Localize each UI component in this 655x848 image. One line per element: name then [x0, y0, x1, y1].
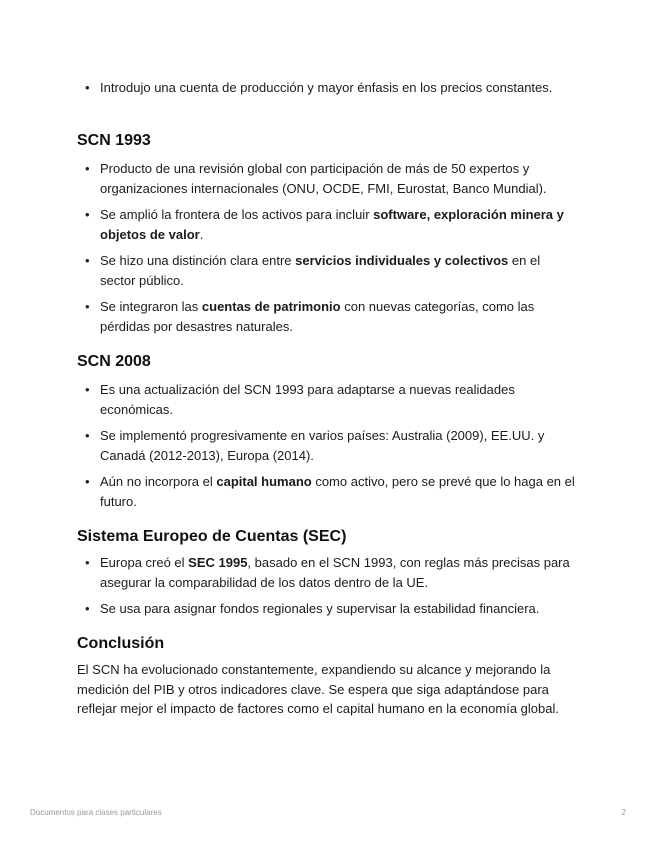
list-item: [77, 297, 577, 336]
conclusion-paragraph: El SCN ha evolucionado constantemente, expandiendo su alcance y mejorando la medición del PIB y otros indicadores clave. Se espera que siga adaptándose para reflejar mejor el impacto de factores como el capital humano en la economía global.: [77, 662, 559, 716]
scn-2008-list: [77, 380, 577, 518]
section-heading-scn-1993: SCN 1993: [77, 132, 151, 149]
list-item: [77, 159, 577, 198]
section-heading-scn-2008: SCN 2008: [77, 353, 151, 370]
footer-label: Documentos para clases particulares: [30, 808, 162, 817]
text-run: Producto de una revisión global con participación de más de 50 expertos y organizaciones internacionales (ONU, OCDE, FMI, Eurostat, Banco Mundial).: [100, 161, 547, 196]
list-item: [77, 380, 577, 419]
text-run: Es una actualización del SCN 1993 para adaptarse a nuevas realidades económicas.: [100, 382, 515, 417]
text-run: como activo, pero se prevé que lo haga en el futuro.: [100, 474, 575, 509]
list-item: [77, 426, 577, 465]
sec-list: [77, 553, 577, 626]
bold-text: servicios individuales y colectivos: [295, 253, 509, 268]
text-run: Se usa para asignar fondos regionales y supervisar la estabilidad financiera.: [100, 601, 540, 616]
text-run: con nuevas categorías, como las pérdidas por desastres naturales.: [100, 299, 535, 334]
list-item: • Introdujo una cuenta de producción y mayor énfasis en los precios constantes.: [77, 78, 577, 98]
intro-list: [77, 78, 577, 105]
bold-text: SEC 1995: [188, 555, 248, 570]
list-item: [77, 599, 577, 619]
scn-1993-list: [77, 159, 577, 343]
bold-text: software, exploración minera y objetos de valor: [100, 207, 564, 242]
list-item: [77, 553, 577, 592]
text-run: .: [199, 226, 204, 242]
bold-text: capital humano: [216, 474, 312, 489]
text-run: Se amplió la frontera de los activos para incluir: [100, 207, 374, 222]
list-item: [77, 472, 577, 511]
text-run: Aún no incorpora el: [100, 474, 217, 489]
section-heading-conclusion: Conclusión: [77, 635, 165, 652]
bold-text: cuentas de patrimonio: [201, 299, 341, 314]
text-run: en el sector público.: [100, 253, 541, 288]
text-run: Se implementó progresivamente en varios países: Australia (2009), EE.UU. y Canadá (2012-2013), Europa (2014).: [100, 428, 545, 463]
section-heading-sec: Sistema Europeo de Cuentas (SEC): [77, 528, 347, 545]
list-item: [77, 205, 577, 244]
text-run: , basado en el SCN 1993, con reglas más precisas para asegurar la comparabilidad de los datos dentro de la UE.: [100, 555, 570, 590]
text-run: Se hizo una distinción clara entre: [100, 253, 296, 268]
page-number: 2: [621, 808, 626, 817]
text-run: Se integraron las: [100, 299, 202, 314]
list-item: [77, 251, 577, 290]
text-run: Europa creó el: [100, 555, 189, 570]
